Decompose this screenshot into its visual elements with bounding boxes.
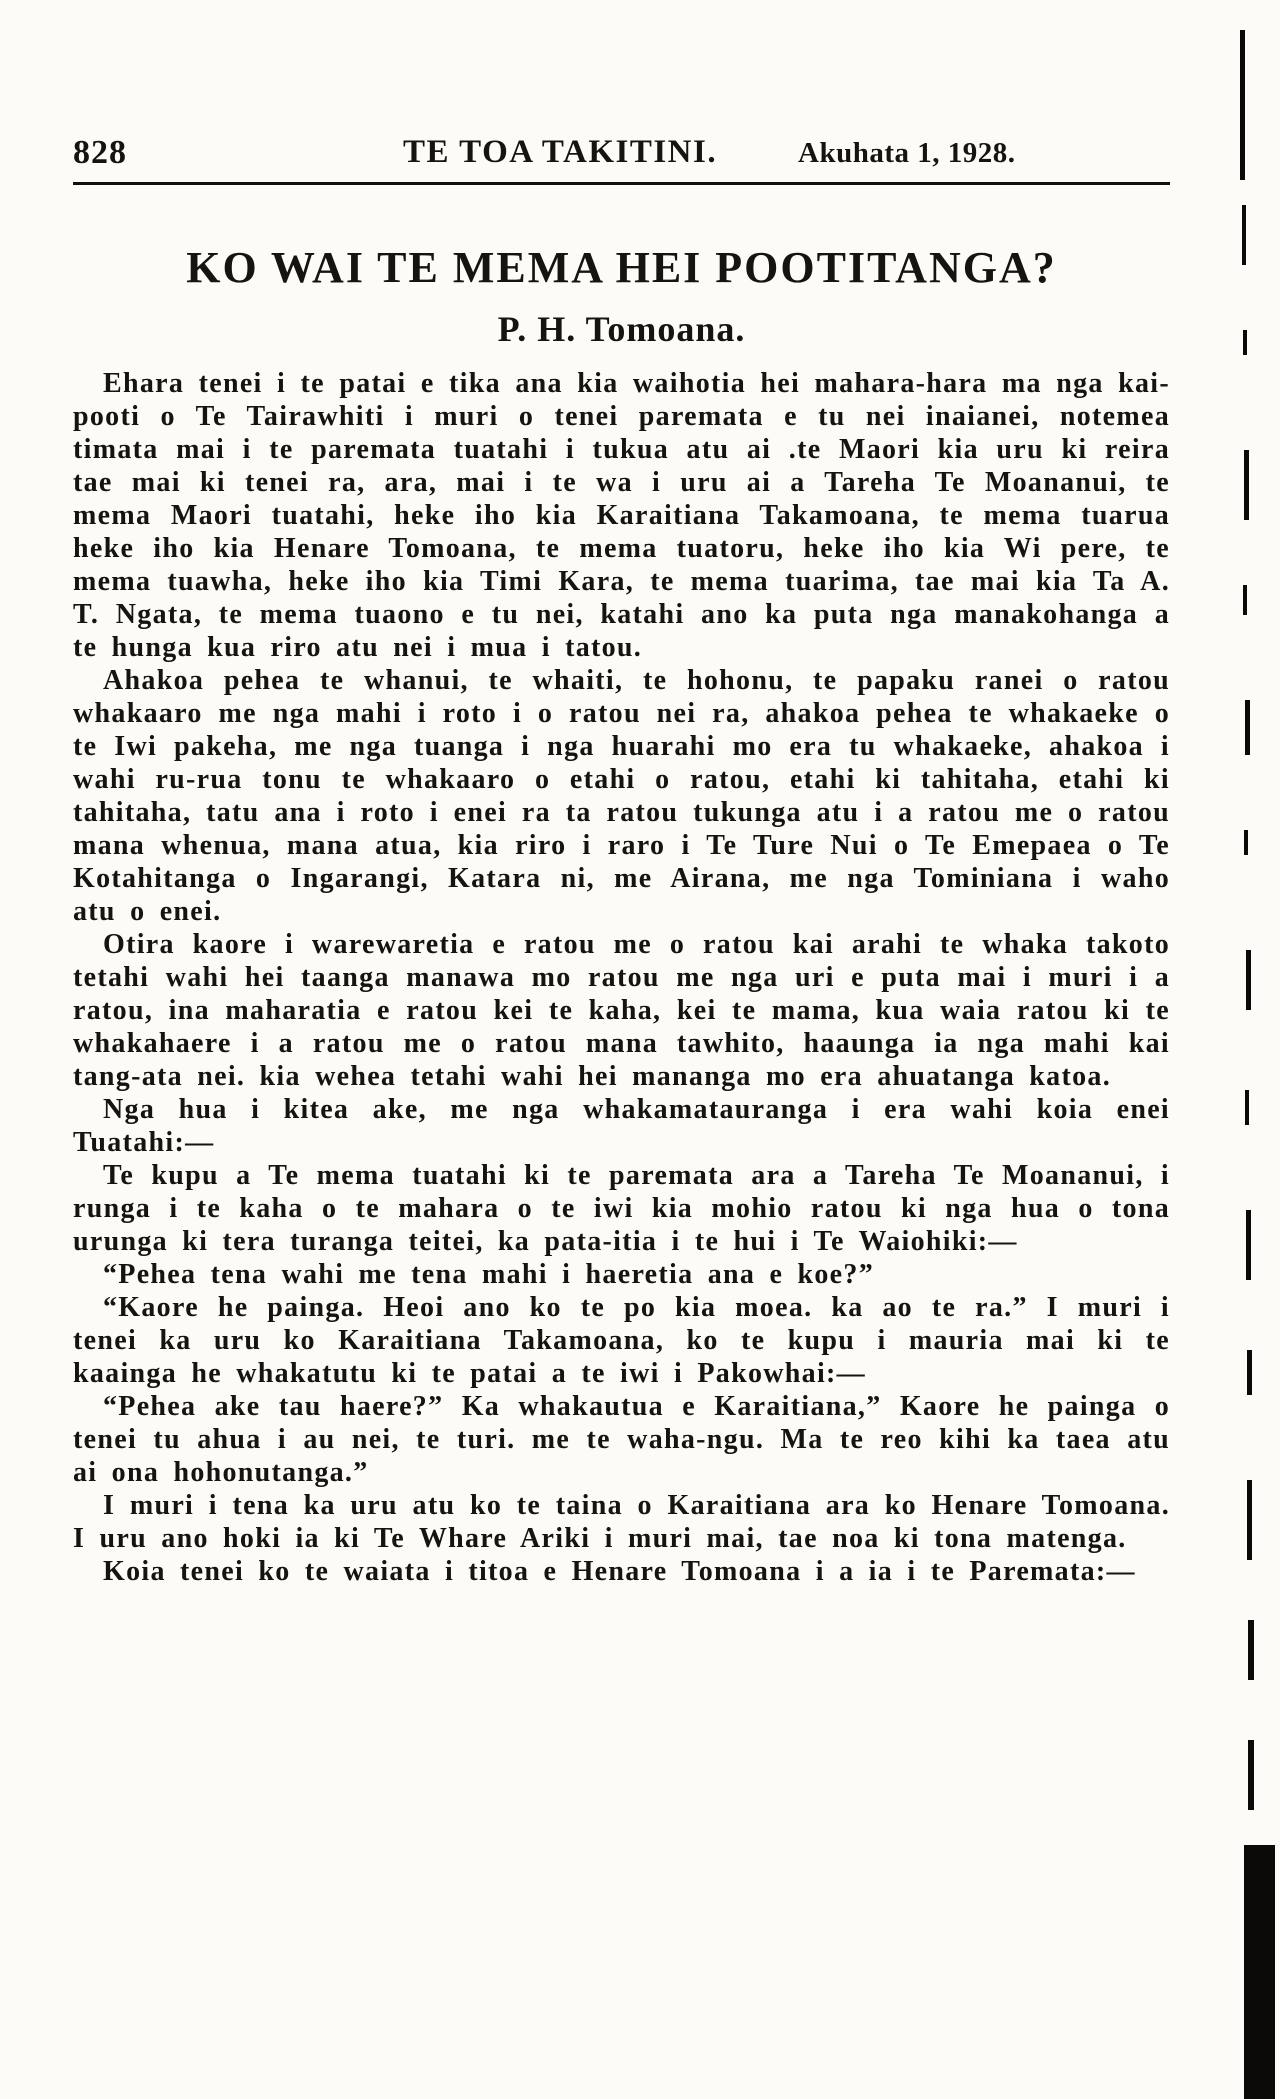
scan-artifact [1244, 830, 1248, 855]
paragraph: I muri i tena ka uru atu ko te taina o Karaitiana ara ko Henare Tomoana. I uru ano hoki ia ki Te Whare Ariki i muri mai, tae noa ki tona matenga. [73, 1490, 1170, 1554]
article-author: P. H. Tomoana. [497, 309, 746, 349]
page-content [73, 128, 1170, 1588]
scan-artifact [1246, 1210, 1251, 1280]
masthead-title: TE TOA TAKITINI. [403, 134, 718, 170]
scan-artifact [1247, 1480, 1252, 1560]
page-header [73, 128, 1170, 182]
scan-artifact [1245, 1090, 1249, 1125]
page-number: 828 [73, 134, 127, 171]
scan-artifact [1240, 30, 1245, 180]
paragraph: Ehara tenei i te patai e tika ana kia waihotia hei mahara-hara ma nga kai-pooti o Te Tairawhiti i muri o tenei paremata e tu nei inaianei, notemea timata mai i te paremata tuatahi i tukua atu ai .te Maori kia uru ki reira tae mai ki tenei ra, ara, mai i te wa i uru ai a Tareha Te Moananui, te mema Maori tuatahi, heke iho kia Karaitiana Takamoana, te mema tuarua heke iho kia Henare Tomoana, te mema tuatoru, heke iho kia Wi pere, te mema tuawha, heke iho kia Timi Kara, te mema tuarima, tae mai kia Ta A. T. Ngata, te mema tuaono e tu nei, katahi ano ka puta nga manakohanga a te hunga kua riro atu nei i mua i tatou. [73, 368, 1170, 663]
paragraph: “Pehea tena wahi me tena mahi i haeretia ana e koe?” [103, 1259, 875, 1290]
paragraph: “Pehea ake tau haere?” Ka whakautua e Karaitiana,” Kaore he painga o tenei tu ahua i au nei, te turi. me te waha-ngu. Ma te reo kihi ka taea atu ai ona hohonutanga.” [73, 1391, 1170, 1488]
issue-date: Akuhata 1, 1928. [798, 137, 1016, 169]
paragraph: Otira kaore i warewaretia e ratou me o ratou kai arahi te whaka takoto tetahi wahi hei taanga manawa mo ratou me nga uri e puta mai i muri i a ratou, ina maharatia e ratou kei te kaha, kei te mama, kua waia ratou ki te whakahaere i a ratou me o ratou mana tawhito, haaunga ia nga mahi kai tang-ata nei. kia wehea tetahi wahi hei mananga mo era ahuatanga katoa. [73, 929, 1170, 1092]
paragraph: Ahakoa pehea te whanui, te whaiti, te hohonu, te papaku ranei o ratou whakaaro me nga mahi i roto i o ratou nei ra, ahakoa pehea te whakaeke o te Iwi pakeha, me nga tuanga i nga huarahi mo era tu whakaeke, ahakoa i wahi ru-rua tonu te whakaaro o etahi o ratou, etahi ki tahitaha, etahi ki tahitaha, tatu ana i roto i enei ra ta ratou tukunga atu i a ratou me o ratou mana whenua, mana atua, kia riro i raro i Te Ture Nui o Te Emepaea o Te Kotahitanga o Ingarangi, Katara ni, me Airana, me nga Tominiana i waho atu o enei. [73, 665, 1170, 927]
scan-artifact [1242, 205, 1246, 265]
paragraph: “Kaore he painga. Heoi ano ko te po kia moea. ka ao te ra.” I muri i tenei ka uru ko Karaitiana Takamoana, ko te kupu i mauria mai ki te kaainga he whakatutu ki te patai a te iwi i Pakowhai:— [73, 1292, 1170, 1389]
article-body [73, 367, 1170, 1588]
paragraph: Te kupu a Te mema tuatahi ki te paremata ara a Tareha Te Moananui, i runga i te kaha o te mahara o te iwi kia mohio ratou ki nga hua o tona urunga ki tera turanga teitei, ka pata-itia i te hui i Te Waiohiki:— [73, 1160, 1170, 1257]
scan-artifact [1248, 1620, 1254, 1680]
scan-artifact [1243, 330, 1247, 355]
scan-binding-bar [1244, 1845, 1275, 2099]
scan-artifact [1248, 1740, 1254, 1810]
article-title: KO WAI TE MEMA HEI POOTITANGA? [186, 243, 1057, 292]
scan-artifact [1245, 700, 1250, 755]
paragraph: Koia tenei ko te waiata i titoa e Henare Tomoana i a ia i te Paremata:— [103, 1556, 1136, 1587]
header-rule [73, 182, 1170, 185]
scan-artifact [1247, 1350, 1252, 1395]
scan-artifact [1243, 585, 1247, 615]
scan-artifact [1246, 950, 1251, 1010]
scan-artifact [1244, 450, 1249, 520]
paragraph: Nga hua i kitea ake, me nga whakamatauranga i era wahi koia enei Tuatahi:— [73, 1094, 1170, 1158]
